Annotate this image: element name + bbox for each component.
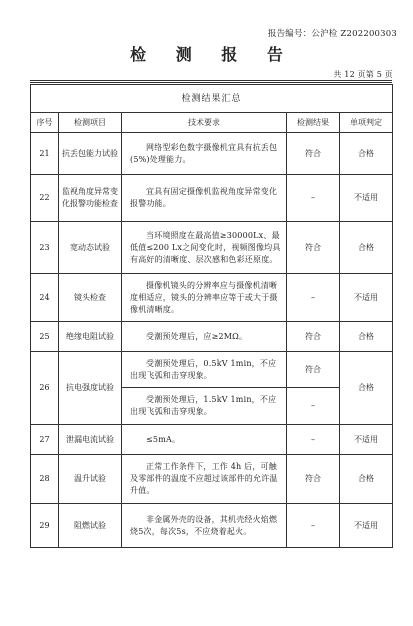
table-row [31,425,393,455]
header-rule [30,82,392,83]
column-header: 单项判定 [340,113,393,133]
row-number: 23 [31,222,59,274]
verdict: 不适用 [340,175,393,222]
verdict: 合格 [340,352,393,425]
table-caption: 检测结果汇总 [31,85,393,113]
table-row [31,274,393,322]
document-title: 检 测 报 告 [130,45,295,64]
test-result: 符合 [287,222,340,274]
requirement: 非金属外壳的设备，其机壳经火焰燃烧5次，每次5s，不应烧着起火。 [122,504,287,548]
table-row [31,352,393,388]
test-result: – [287,504,340,548]
column-header: 序号 [31,113,59,133]
table-caption-row [31,85,393,113]
table-row [31,455,393,504]
verdict: 不适用 [340,425,393,455]
row-number: 21 [31,133,59,175]
requirement: 受潮预处理后，应≥2MΩ。 [122,322,287,352]
table-row [31,175,393,222]
test-item: 镜头检查 [59,274,122,322]
row-number: 25 [31,322,59,352]
test-result: – [287,175,340,222]
test-item: 泄漏电流试验 [59,425,122,455]
table-row [31,133,393,175]
table-header-row [31,113,393,133]
test-result: 符合 [287,322,340,352]
requirement: 受潮预处理后，1.5kV 1min，不应出现飞弧和击穿现象。 [122,388,287,425]
row-number: 28 [31,455,59,504]
test-item: 温升试验 [59,455,122,504]
column-header: 检测结果 [287,113,340,133]
test-item: 绝缘电阻试验 [59,322,122,352]
test-item: 监视角度异常变化报警功能检查 [59,175,122,222]
verdict: 合格 [340,222,393,274]
verdict: 合格 [340,322,393,352]
row-number: 27 [31,425,59,455]
test-result: 符合 [287,133,340,175]
requirement: 受潮预处理后，0.5kV 1min，不应出现飞弧和击穿现象。 [122,352,287,388]
test-item: 宽动态试验 [59,222,122,274]
verdict: 不适用 [340,504,393,548]
results-table [30,84,393,548]
column-header: 检测项目 [59,113,122,133]
row-number: 22 [31,175,59,222]
requirement: 当环境照度在最高值≥30000Lx、最低值≤200 Lx之间变化时，视频图像均具有高好的清晰度、层次感和色彩还原度。 [122,222,287,274]
requirement: 宜具有固定摄像机监视角度异常变化报警功能。 [122,175,287,222]
row-number: 24 [31,274,59,322]
requirement: 网络型彩色数字摄像机宜具有抗丢包(5%)处理能力。 [122,133,287,175]
test-result: – [287,425,340,455]
requirement: ≤5mA。 [122,425,287,455]
test-item: 抗丢包能力试验 [59,133,122,175]
verdict: 不适用 [340,274,393,322]
test-item: 抗电强度试验 [59,352,122,425]
page-info: 共 12 页第 5 页 [333,70,393,79]
test-result: 符合 [287,352,340,388]
verdict: 合格 [340,133,393,175]
test-result: 符合 [287,455,340,504]
test-item: 阻燃试验 [59,504,122,548]
report-number: 报告编号：公沪检 Z202200303 [267,29,397,39]
table-row [31,504,393,548]
table-row [31,322,393,352]
requirement: 摄像机镜头的分辨率应与摄像机清晰度相适应，镜头的分辨率应等于或大于摄像机清晰度。 [122,274,287,322]
verdict: 合格 [340,455,393,504]
header-rule [30,80,392,81]
row-number: 26 [31,352,59,425]
requirement: 正常工作条件下，工作 4h 后，可触及零部件的温度不应超过该部件的允许温升值。 [122,455,287,504]
test-result: – [287,388,340,425]
test-result: – [287,274,340,322]
row-number: 29 [31,504,59,548]
table-row [31,222,393,274]
column-header: 技术要求 [122,113,287,133]
